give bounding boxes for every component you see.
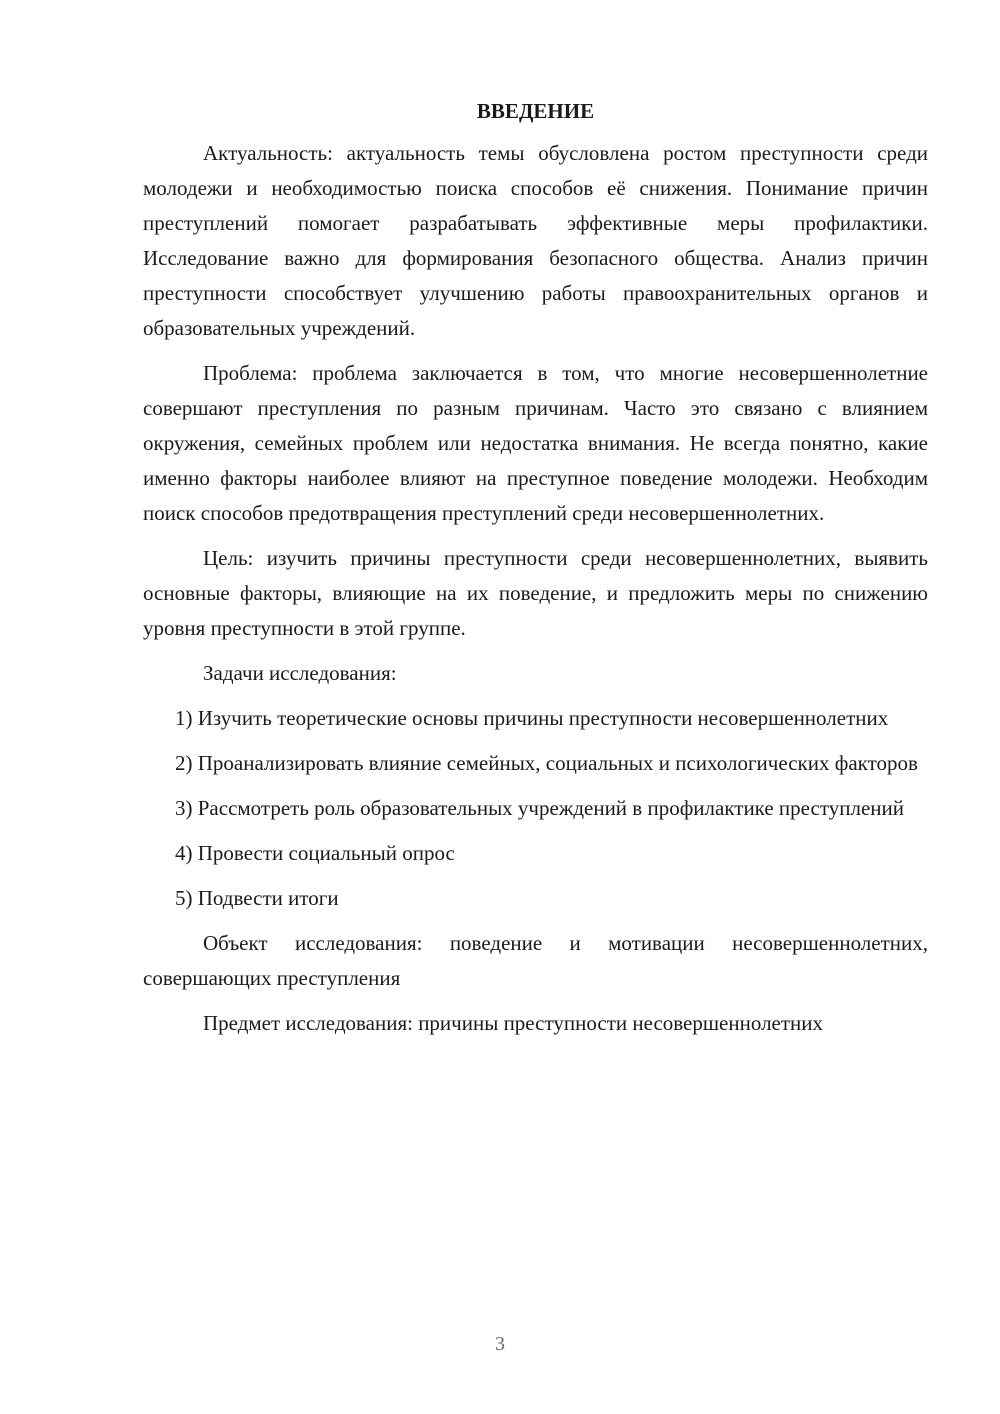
paragraph-relevance: Актуальность: актуальность темы обусловлена ростом преступности среди молодежи и необходимостью поиска способов её снижения. Понимание причин преступлений помогает разрабатывать эффективные меры профилактики. Исследование важно для формирования безопасного общества. Анализ причин преступности способствует улучшению работы правоохранительных органов и образовательных учреждений. xyxy=(143,141,928,340)
paragraph-tasks-heading: Задачи исследования: xyxy=(203,661,397,685)
paragraph-goal: Цель: изучить причины преступности среди несовершеннолетних, выявить основные факторы, влияющие на их поведение, и предложить меры по снижению уровня преступности в этой группе. xyxy=(143,546,928,640)
paragraph-subject: Предмет исследования: причины преступности несовершеннолетних xyxy=(203,1011,824,1035)
task-item-1: 1) Изучить теоретические основы причины преступности несовершеннолетних xyxy=(175,706,889,730)
section-title: ВВЕДЕНИЕ xyxy=(476,99,595,123)
page-content xyxy=(143,96,928,1051)
paragraph-object: Объект исследования: поведение и мотивации несовершеннолетних, совершающих преступления xyxy=(143,931,928,990)
task-item-5: 5) Подвести итоги xyxy=(175,886,339,910)
paragraph-problem: Проблема: проблема заключается в том, что многие несовершеннолетние совершают преступления по разным причинам. Часто это связано с влиянием окружения, семейных проблем или недостатка внимания. Не всегда понятно, какие именно факторы наиболее влияют на преступное поведение молодежи. Необходим поиск способов предотвращения преступлений среди несовершеннолетних. xyxy=(143,361,928,525)
task-item-3: 3) Рассмотреть роль образовательных учреждений в профилактике преступлений xyxy=(175,796,904,820)
task-item-4: 4) Провести социальный опрос xyxy=(175,841,455,865)
page-number: 3 xyxy=(495,1333,505,1355)
task-item-2: 2) Проанализировать влияние семейных, социальных и психологических факторов xyxy=(175,751,918,775)
